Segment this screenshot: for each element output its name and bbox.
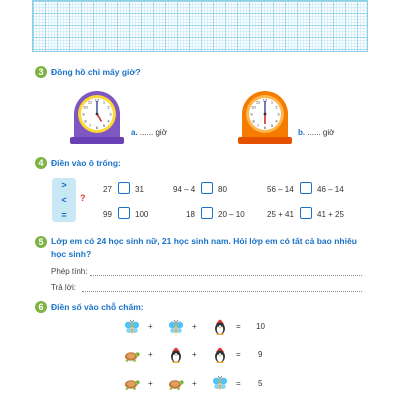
cmp-r2c3-left: 25 + 41 <box>267 210 294 219</box>
svg-text:4: 4 <box>275 118 278 124</box>
question-6-number: 6 <box>35 301 47 313</box>
cmp-r2c1-left: 99 <box>103 210 112 219</box>
question-mark: ? <box>80 193 86 203</box>
clock-b-letter: b. <box>298 128 306 137</box>
penguin-icon <box>168 346 184 362</box>
clock-a-letter: a. <box>131 128 138 137</box>
op-plus: + <box>148 379 153 388</box>
cmp-r2c2-right: 20 – 10 <box>218 210 245 219</box>
cmp-r1c2-left: 94 – 4 <box>173 185 196 194</box>
svg-text:9: 9 <box>82 111 85 117</box>
svg-text:4: 4 <box>107 118 110 124</box>
svg-text:5: 5 <box>270 123 274 128</box>
question-3-title: Đồng hồ chỉ mấy giờ? <box>51 67 141 77</box>
op-plus: + <box>192 379 197 388</box>
svg-text:3: 3 <box>109 111 112 117</box>
cmp-r1c2-box[interactable] <box>201 182 213 194</box>
cmp-r2c2-box[interactable] <box>201 207 213 219</box>
question-4-title: Điền vào ô trống: <box>51 158 121 168</box>
cmp-r2c3-box[interactable] <box>300 207 312 219</box>
cmp-r1c2-right: 80 <box>218 185 227 194</box>
sign-less: < <box>61 194 67 205</box>
op-equals: = <box>236 379 241 388</box>
clock-a-answer <box>131 128 167 137</box>
svg-text:11: 11 <box>255 99 261 105</box>
turtle-icon <box>124 347 140 363</box>
result-row-1: 10 <box>256 322 265 331</box>
text-answer-line[interactable] <box>82 291 362 292</box>
butterfly-icon <box>168 319 184 335</box>
cmp-r1c3-left: 56 – 14 <box>267 185 294 194</box>
op-plus: + <box>148 350 153 359</box>
svg-text:7: 7 <box>88 123 92 128</box>
result-row-3: 5 <box>258 379 263 388</box>
question-4-number: 4 <box>35 157 47 169</box>
op-equals: = <box>236 350 241 359</box>
calc-label: Phép tính: <box>51 267 88 276</box>
turtle-icon <box>124 375 140 391</box>
op-plus: + <box>192 322 197 331</box>
sign-greater: > <box>61 180 67 191</box>
clock-a-blank[interactable]: ...... giờ <box>139 128 167 137</box>
svg-text:11: 11 <box>87 99 93 105</box>
cmp-r2c2-left: 18 <box>186 210 195 219</box>
clock-b <box>236 84 294 146</box>
question-6-title: Điền số vào chỗ chấm: <box>51 302 144 312</box>
question-5-number: 5 <box>35 236 47 248</box>
clock-b-blank[interactable]: ...... giờ <box>307 128 335 137</box>
svg-text:2: 2 <box>275 104 278 110</box>
clock-a <box>68 84 126 146</box>
answer-label: Trả lời: <box>51 283 76 292</box>
cmp-r2c1-box[interactable] <box>118 207 130 219</box>
cmp-r2c3-right: 41 + 25 <box>317 210 344 219</box>
sign-equal: = <box>61 209 67 220</box>
svg-text:8: 8 <box>252 118 255 124</box>
svg-text:1: 1 <box>102 99 106 105</box>
penguin-icon <box>212 318 228 334</box>
svg-text:2: 2 <box>107 104 110 110</box>
svg-text:6: 6 <box>95 125 99 130</box>
cmp-r1c3-box[interactable] <box>300 182 312 194</box>
svg-text:7: 7 <box>256 123 260 128</box>
op-plus: + <box>148 322 153 331</box>
butterfly-icon <box>212 375 228 391</box>
svg-text:12: 12 <box>262 97 268 103</box>
cmp-r1c3-right: 46 – 14 <box>317 185 344 194</box>
clock-b-answer <box>298 128 334 137</box>
svg-text:10: 10 <box>83 104 88 110</box>
cmp-r1c1-left: 27 <box>103 185 112 194</box>
svg-text:3: 3 <box>277 111 280 117</box>
svg-text:8: 8 <box>84 118 87 124</box>
svg-text:10: 10 <box>251 104 256 110</box>
butterfly-icon <box>124 319 140 335</box>
grid-paper <box>32 0 368 52</box>
op-plus: + <box>192 350 197 359</box>
calc-answer-line[interactable] <box>90 275 362 276</box>
cmp-r1c1-box[interactable] <box>118 182 130 194</box>
op-equals: = <box>236 322 241 331</box>
result-row-2: 9 <box>258 350 263 359</box>
svg-text:5: 5 <box>102 123 106 128</box>
cmp-r1c1-right: 31 <box>135 185 144 194</box>
penguin-icon <box>212 346 228 362</box>
svg-text:9: 9 <box>250 111 253 117</box>
svg-text:6: 6 <box>263 125 267 130</box>
cmp-r2c1-right: 100 <box>135 210 149 219</box>
question-5-title: Lớp em có 24 học sinh nữ, 21 học sinh nam. Hỏi lớp em có tất cả bao nhiêu học sinh? <box>51 236 357 259</box>
question-3-number: 3 <box>35 66 47 78</box>
turtle-icon <box>168 375 184 391</box>
comparison-signs <box>52 178 76 222</box>
svg-text:12: 12 <box>94 97 100 103</box>
svg-text:1: 1 <box>270 99 274 105</box>
